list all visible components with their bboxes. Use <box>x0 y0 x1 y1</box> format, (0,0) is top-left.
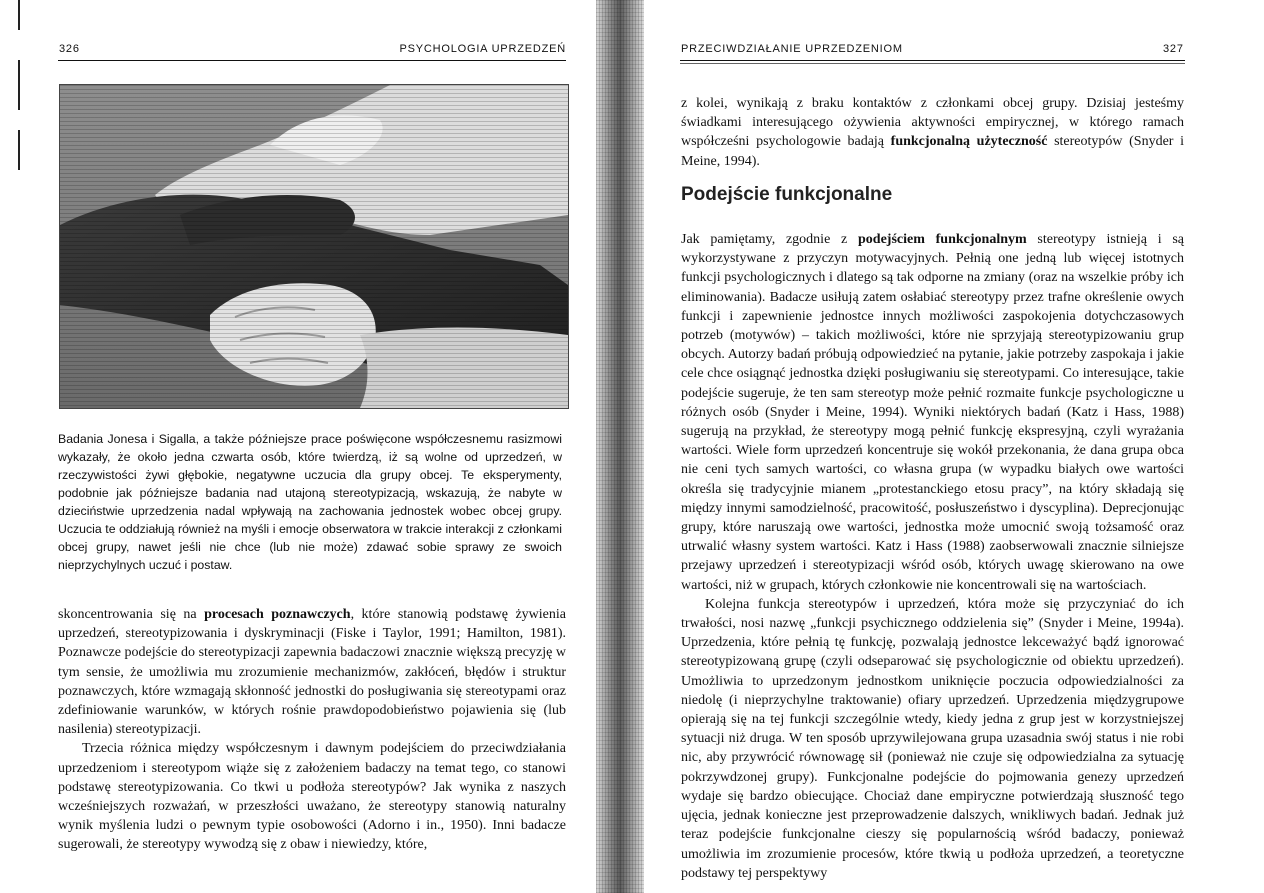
bold-term: procesach poznawczych <box>204 607 351 622</box>
text-run: stereotypów (Snyder i Meine, 1994). <box>681 134 1184 169</box>
left-page <box>0 0 600 893</box>
figure-caption: Badania Jonesa i Sigalla, a także późniejsze prace poświęcone współczesnemu rasizmowi wykazały, że około jedna czwarta osób, które twierdzą, iż są wolne od uprzedzeń, w rzeczywistości żywi głębokie, negatywne uczucia dla grupy obcej. Te eksperymenty, podobnie jak późniejsze badania nad utajoną stereotypizacją, wskazują, że nabyte w dzieciństwie uprzedzenia nadal wpływają na zachowania jednostek wobec obcej grupy. Uczucia te oddziałują również na myśli i emocje obserwatora w trakcie interakcji z członkami obcej grupy, nawet jeśli nie chce (lub nie może) zdawać sobie sprawy ze swoich nieprzychylnych uczuć i postaw. <box>58 432 562 572</box>
bold-term: funkcjonalną użyteczność <box>890 134 1048 150</box>
page-edge-mark <box>18 130 20 170</box>
text-run: stereotypy istnieją i są wykorzystywane z przyczyn motywacyjnych. Pełnią one jedną lub więcej istotnych funkcji psychologicznych i dlatego są tak odporne na zmiany (oraz na wszelkie próby ich eliminowania). Badacze usiłują zatem osłabiać stereotypy przez trafne określenie owych funkcji i zapewnienie jednostce innych możliwości zaspokojenia dotychczasowych potrzeb (motywów) – takich możliwości, które nie sprzyjają stereotypizowaniu grup obcych. Autorzy badań próbują odpowiedzieć na pytanie, jakie potrzeby zaspokaja i jakie cele chce osiągnąć jednostka dzięki posługiwaniu się stereotypami. Co interesujące, takie podejście sugeruje, że ten sam stereotyp może pełnić rozmaite funkcje psychologiczne u różnych osób (Snyder i Meine, 1994). Wyniki niektórych badań (Katz i Hass, 1988) sugerują na przykład, że stereotypy mogą pełnić funkcję ekspresyjną, czyli wyrażania wartości. Wiele form uprzedzeń koncentruje się wokół przekonania, że dana grupa obca nie ceni tych samych wartości, co własna grupa (w wypadku białych owe wartości określa się tradycyjnie mianem „protestanckiego etosu pracy”, na który składają się między innymi samodzielność, pracowitość, posłuszeństwo i dyscyplina). Deprecjonując grupy, które naruszają owe wartości, jednostka może umocnić swoją tożsamość oraz utrwalić własny system wartości. Katz i Hass (1988) zaobserwowali znacznie silniejsze przejawy uprzedzeń i stereotypizacji wśród osób, których uwagę skierowano na owe wartości, niż w grupach, których członkowie nie koncentrowali się na wartościach. <box>681 232 1184 593</box>
text-run: Jak pamiętamy, zgodnie z <box>681 232 859 247</box>
bold-term: podejściem funkcjonalnym <box>858 232 1027 247</box>
page-number-right: 327 <box>1163 43 1184 55</box>
page-edge-mark <box>18 0 20 30</box>
paragraph: Trzecia różnica między współczesnym i dawnym podejściem do przeciwdziałania uprzedzeniom i stereotypom wiąże się z założeniem badaczy na temat tego, co stanowi podstawę stereotypizowania. Co tkwi u podłoża stereotypów? Jak wynika z naszych wcześniejszych rozważań, w przeszłości uważano, że stereotypy stanowią naturalny wynik myślenia ludzi o pewnym typie osobowości (Adorno i in., 1950). Inni badacze sugerowali, że stereotypy wywodzą się z obaw i niewiedzy, które, <box>58 741 566 853</box>
running-head-right: PRZECIWDZIAŁANIE UPRZEDZENIOM <box>681 43 903 55</box>
header-rule <box>680 60 1185 61</box>
text-run: skoncentrowania się na <box>58 607 205 622</box>
book-gutter <box>596 0 644 893</box>
paragraph <box>681 94 1184 171</box>
header-rule <box>58 60 566 61</box>
right-intro-text <box>681 94 1184 171</box>
paragraph <box>681 230 1184 595</box>
paragraph: Kolejna funkcja stereotypów i uprzedzeń, która może się przyczyniać do ich trwałości, nosi nazwę „funkcji psychicznego oddzielenia się” (Snyder i Meine, 1994a). Uprzedzenia, które pełnią tę funkcję, pozwalają jednostce lekceważyć bądź ignorować stereotypizowaną grupę (czyli odseparować się psychologicznie od obiektu uprzedzeń). Umożliwia to uprzedzonym jednostkom uniknięcie poczucia odpowiedzialności za niedolę (i nieprzychylne traktowanie) ofiary uprzedzeń. Uprzedzenia międzygrupowe opierają się na tej funkcji szczególnie wtedy, kiedy jedna z grup jest w korzystniejszej sytuacji niż druga. W ten sposób uprzywilejowana grupa uzasadnia swój status i nie robi nic, aby przywrócić równowagę sił (ponieważ nie czuje się odpowiedzialna za sytuację pokrzywdzonej grupy). Funkcjonalne podejście do pojmowania genezy uprzedzeń wydaje się bardzo obiecujące. Chociaż dane empiryczne potwierdzają słuszność tego ujęcia, jednak konieczne jest przeprowadzenie dalszych, wnikliwych badań. Jednak już teraz podejście funkcjonalne cieszy się popularnością wśród badaczy, ponieważ umożliwia im zrozumienie procesów, które tkwią u podłoża uprzedzeń, a teoretyczne podstawy tej perspektywy <box>681 596 1184 881</box>
paragraph <box>58 605 566 739</box>
page-number-left: 326 <box>59 43 80 55</box>
running-head-left: PSYCHOLOGIA UPRZEDZEŃ <box>399 43 566 55</box>
handshake-photo <box>59 84 569 409</box>
text-run: z kolei, wynikają z braku kontaktów z członkami obcej grupy. Dzisiaj jesteśmy świadkami interesującego ożywienia aktywności empirycznej, w którego ramach współcześni psychologowie badają <box>681 96 1184 150</box>
page-edge-mark <box>18 60 20 110</box>
header-rule <box>680 63 1185 64</box>
right-body-text <box>681 230 1184 883</box>
section-heading: Podejście funkcjonalne <box>681 184 893 205</box>
left-body-text <box>58 605 566 855</box>
text-run: , które stanowią podstawę żywienia uprzedzeń, stereotypizowania i dyskryminacji (Fiske i Taylor, 1991; Hamilton, 1981). Poznawcze podejście do stereotypizacji zapewnia badaczowi znacznie większą precyzję w tym sensie, że umożliwia mu zrozumienie mechanizmów, zakłóceń, błędów i struktur poznawczych, które wzmagają skłonność jednostki do posługiwania się stereotypami oraz zdefiniowanie warunków, w których rośnie prawdopodobieństwo pojawienia się (lub nasilenia) stereotypizacji. <box>58 607 566 738</box>
